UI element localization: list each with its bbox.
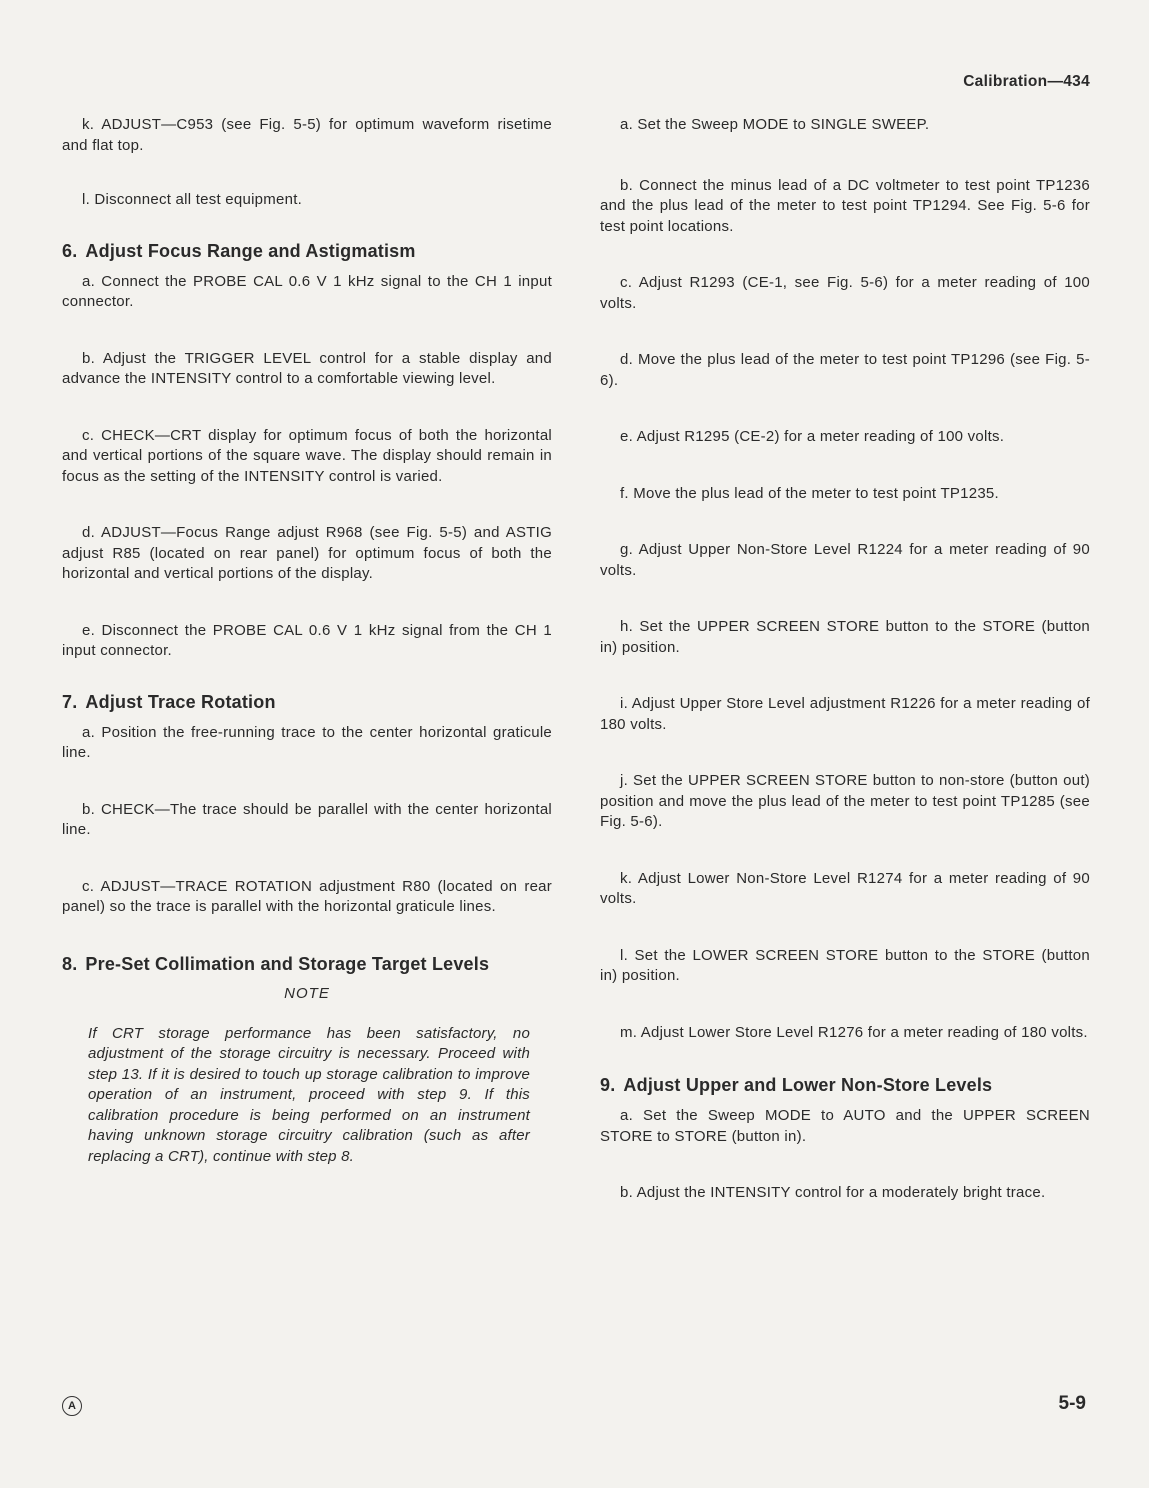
step-right-h: h. Set the UPPER SCREEN STORE button to the STORE (button in) position. — [600, 618, 1090, 656]
note-title: NOTE — [284, 984, 330, 1002]
step-right-d: d. Move the plus lead of the meter to test point TP1296 (see Fig. 5-6). — [600, 351, 1090, 389]
section-9-number: 9. — [600, 1075, 616, 1095]
section-6-heading — [62, 241, 552, 262]
step-6a: a. Connect the PROBE CAL 0.6 V 1 kHz signal to the CH 1 input connector. — [62, 272, 552, 310]
section-6-number: 6. — [62, 240, 78, 261]
section-8-heading — [62, 954, 552, 975]
step-right-i: i. Adjust Upper Store Level adjustment R1226 for a meter reading of 180 volts. — [600, 695, 1090, 733]
step-right-m: m. Adjust Lower Store Level R1276 for a meter reading of 180 volts. — [620, 1023, 1088, 1041]
step-right-f: f. Move the plus lead of the meter to test point TP1235. — [620, 484, 999, 502]
step-left-l: l. Disconnect all test equipment. — [82, 191, 303, 208]
step-7a: a. Position the free-running trace to the center horizontal graticule line. — [62, 723, 552, 761]
step-right-l: l. Set the LOWER SCREEN STORE button to the STORE (button in) position. — [600, 946, 1090, 984]
section-8-number: 8. — [62, 953, 78, 974]
section-7-title: Adjust Trace Rotation — [85, 691, 276, 712]
section-7-number: 7. — [62, 691, 78, 712]
step-9a: a. Set the Sweep MODE to AUTO and the UPPER SCREEN STORE to STORE (button in). — [600, 1107, 1090, 1145]
step-right-c: c. Adjust R1293 (CE-1, see Fig. 5-6) for a meter reading of 100 volts. — [600, 274, 1090, 312]
step-right-b: b. Connect the minus lead of a DC voltmeter to test point TP1236 and the plus lead of the meter to test point TP1294. See Fig. 5-6 for test point locations. — [600, 176, 1090, 235]
step-right-e: e. Adjust R1295 (CE-2) for a meter reading of 100 volts. — [620, 428, 1005, 445]
page-number: 5-9 — [1058, 1393, 1086, 1414]
step-6b: b. Adjust the TRIGGER LEVEL control for a stable display and advance the INTENSITY control to a comfortable viewing level. — [62, 349, 552, 387]
step-right-k: k. Adjust Lower Non-Store Level R1274 for a meter reading of 90 volts. — [600, 869, 1090, 907]
step-7b: b. CHECK—The trace should be parallel with the center horizontal line. — [62, 800, 552, 838]
section-9-heading — [600, 1075, 1090, 1096]
left-column — [62, 115, 552, 1167]
step-left-k: k. ADJUST—C953 (see Fig. 5-5) for optimum waveform risetime and flat top. — [62, 116, 552, 154]
page-header: Calibration—434 — [963, 73, 1090, 90]
step-6e: e. Disconnect the PROBE CAL 0.6 V 1 kHz signal from the CH 1 input connector. — [62, 621, 552, 659]
step-right-a: a. Set the Sweep MODE to SINGLE SWEEP. — [620, 116, 930, 133]
right-column — [600, 115, 1090, 1240]
section-7-heading — [62, 692, 552, 713]
section-9-title: Adjust Upper and Lower Non-Store Levels — [623, 1075, 993, 1095]
step-6d: d. ADJUST—Focus Range adjust R968 (see Fig. 5-5) and ASTIG adjust R85 (located on rear panel) for optimum focus of both the horizontal and vertical portions of the display. — [62, 524, 552, 582]
step-6c: c. CHECK—CRT display for optimum focus of both the horizontal and vertical portions of the square wave. The display should remain in focus as the setting of the INTENSITY control is varied. — [62, 426, 552, 485]
revision-symbol: A — [62, 1396, 82, 1416]
step-7c: c. ADJUST—TRACE ROTATION adjustment R80 (located on rear panel) so the trace is parallel with the horizontal graticule lines. — [62, 877, 552, 915]
note-body: If CRT storage performance has been satisfactory, no adjustment of the storage circuitry is necessary. Proceed with step 13. If it is desired to touch up storage calibration to improve operation of an instrument, proceed with step 9. If this calibration procedure is being performed on an instrument having unknown storage circuitry calibration (such as after replacing a CRT), continue with step 8. — [88, 1024, 530, 1165]
step-right-j: j. Set the UPPER SCREEN STORE button to non-store (button out) position and move the plus lead of the meter to test point TP1285 (see Fig. 5-6). — [600, 772, 1090, 830]
step-9b: b. Adjust the INTENSITY control for a moderately bright trace. — [620, 1184, 1046, 1201]
section-8-title: Pre-Set Collimation and Storage Target Levels — [85, 953, 490, 974]
step-right-g: g. Adjust Upper Non-Store Level R1224 for a meter reading of 90 volts. — [600, 541, 1090, 579]
section-6-title: Adjust Focus Range and Astigmatism — [85, 240, 416, 261]
